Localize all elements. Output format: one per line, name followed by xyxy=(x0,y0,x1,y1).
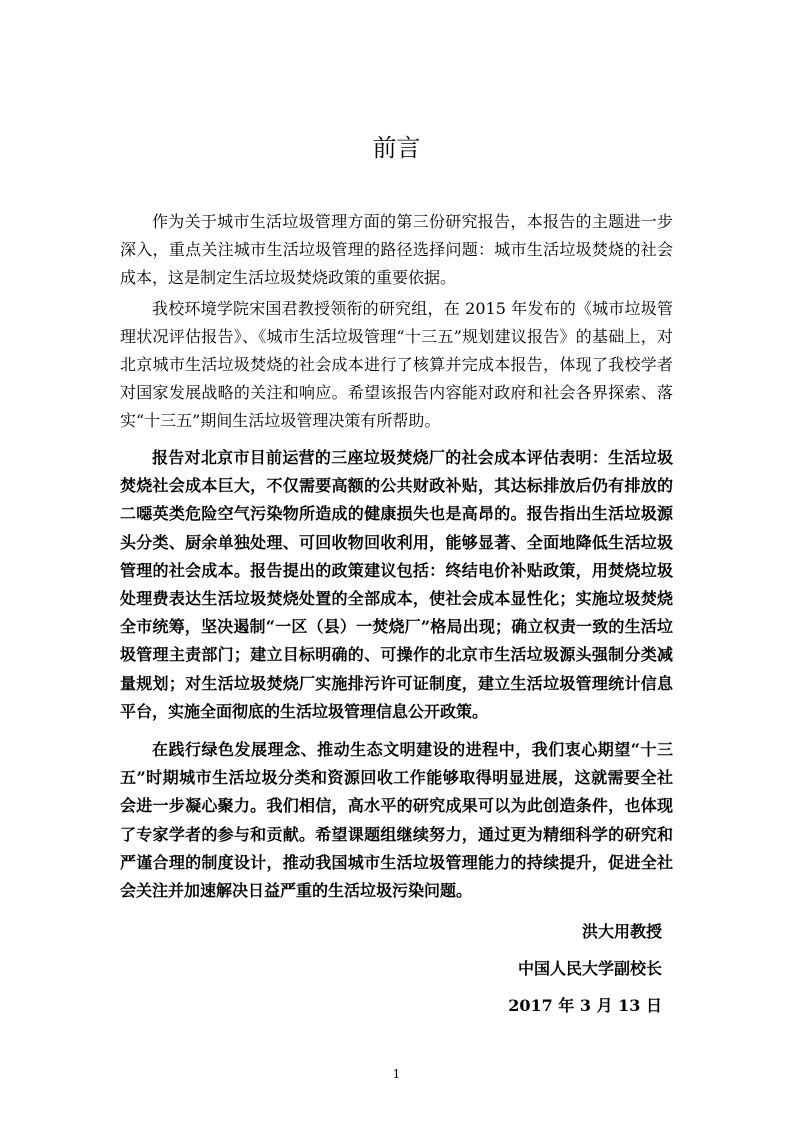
paragraph-intro: 作为关于城市生活垃圾管理方面的第三份研究报告，本报告的主题进一步深入，重点关注城市生活垃圾管理的路径选择问题：城市生活垃圾焚烧的社会成本，这是制定生活垃圾焚烧政策的重要依据。 xyxy=(120,212,673,287)
paragraph-findings: 报告对北京市目前运营的三座垃圾焚烧厂的社会成本评估表明：生活垃圾焚烧社会成本巨大，不仅需要高额的公共财政补贴，其达标排放后仍有排放的二噁英类危险空气污染物所造成的健康损失也是高昂的。报告指出生活垃圾源头分类、厨余单独处理、可回收物回收利用，能够显著、全面地降低生活垃圾管理的社会成本。报告提出的政策建议包括：终结电价补贴政策，用焚烧垃圾处理费表达生活垃圾焚烧处置的全部成本，使社会成本显性化；实施垃圾焚烧全市统筹，坚决遏制“一区（县）一焚烧厂”格局出现；确立权责一致的生活垃圾管理主责部门；建立目标明确的、可操作的北京市生活垃圾源头强制分类减量规划；对生活垃圾焚烧厂实施排污许可证制度，建立生活垃圾管理统计信息平台，实施全面彻底的生活垃圾管理信息公开政策。 xyxy=(120,448,673,721)
page-title: 前言 xyxy=(372,134,421,162)
signature-date: 2017 年 3 月 13 日 xyxy=(508,996,662,1015)
paragraph-outlook: 在践行绿色发展理念、推动生态文明建设的进程中，我们衷心期望“十三五”时期城市生活垃圾分类和资源回收工作能够取得明显进展，这就需要全社会进一步凝心聚力。我们相信，高水平的研究成果可以为此创造条件，也体现了专家学者的参与和贡献。希望课题组继续努力，通过更为精细科学的研究和严谨合理的制度设计，推动我国城市生活垃圾管理能力的持续提升，促进全社会关注并加速解决日益严重的生活垃圾污染问题。 xyxy=(120,740,673,901)
signature-name: 洪大用教授 xyxy=(581,922,662,941)
paragraph-research-group: 我校环境学院宋国君教授领衔的研究组，在 2015 年发布的《城市垃圾管理状况评估报告》、《城市生活垃圾管理“十三五”规划建议报告》的基础上，对北京城市生活垃圾焚烧的社会成本进行了核算并完成本报告，体现了我校学者对国家发展战略的关注和响应。希望该报告内容能对政府和社会各界探索、落实“十三五”期间生活垃圾管理决策有所帮助。 xyxy=(120,299,673,430)
signature-position: 中国人民大学副校长 xyxy=(517,959,662,978)
page-number: 1 xyxy=(392,1067,401,1081)
